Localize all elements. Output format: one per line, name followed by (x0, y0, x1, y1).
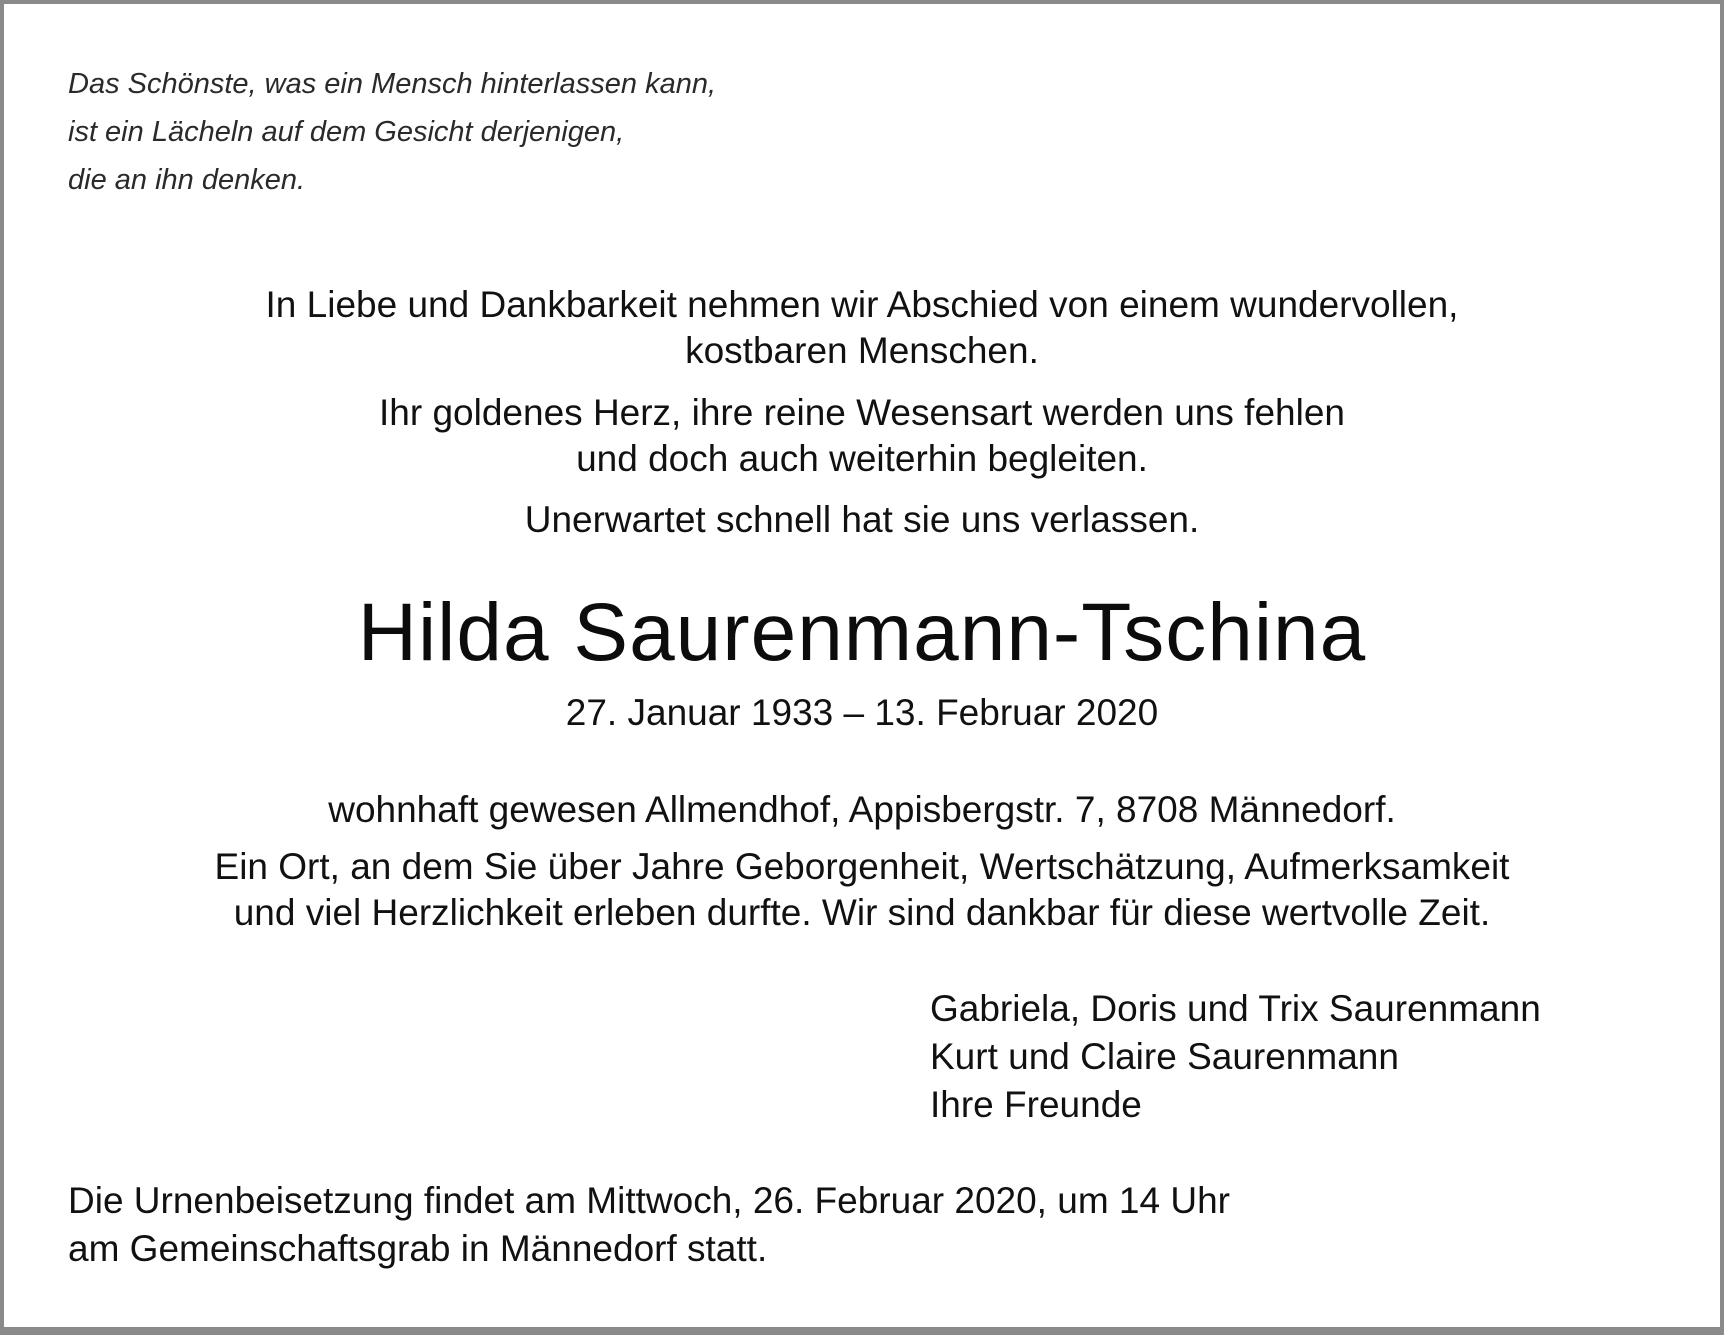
mourners-list (930, 985, 1541, 1129)
intro-paragraph-2 (0, 390, 1724, 482)
burial-notice (68, 1177, 1230, 1273)
intro-line: und doch auch weiterhin begleiten. (576, 438, 1148, 479)
quote-line: die an ihn denken. (68, 164, 306, 196)
residence-line: und viel Herzlichkeit erleben durfte. Wir sind dankbar für diese wertvolle Zeit. (233, 892, 1491, 933)
epigraph-quote (68, 60, 968, 204)
intro-paragraph-3: Unerwartet schnell hat sie uns verlassen. (524, 499, 1200, 540)
intro-line: Ihr goldenes Herz, ihre reine Wesensart werden uns fehlen (379, 392, 1345, 433)
mourner-entry: Kurt und Claire Saurenmann (930, 1036, 1399, 1077)
quote-line: Das Schönste, was ein Mensch hinterlassen kann, (68, 68, 717, 100)
intro-paragraph-1 (0, 282, 1724, 374)
intro-line: kostbaren Menschen. (685, 330, 1039, 371)
deceased-name: Hilda Saurenmann-Tschina (357, 587, 1367, 678)
mourner-entry: Gabriela, Doris und Trix Saurenmann (930, 988, 1541, 1029)
intro-line: In Liebe und Dankbarkeit nehmen wir Abschied von einem wundervollen, (265, 284, 1459, 325)
life-dates: 27. Januar 1933 – 13. Februar 2020 (565, 692, 1159, 733)
mourner-entry: Ihre Freunde (930, 1084, 1142, 1125)
burial-line: Die Urnenbeisetzung findet am Mittwoch, 26. Februar 2020, um 14 Uhr (68, 1180, 1230, 1221)
burial-line: am Gemeinschaftsgrab in Männedorf statt. (68, 1228, 768, 1269)
quote-line: ist ein Lächeln auf dem Gesicht derjenigen, (68, 116, 625, 148)
residence-line: Ein Ort, an dem Sie über Jahre Geborgenheit, Wertschätzung, Aufmerksamkeit (214, 846, 1510, 887)
residence-description (0, 844, 1724, 936)
residence-address: wohnhaft gewesen Allmendhof, Appisbergstr. 7, 8708 Männedorf. (328, 789, 1396, 830)
